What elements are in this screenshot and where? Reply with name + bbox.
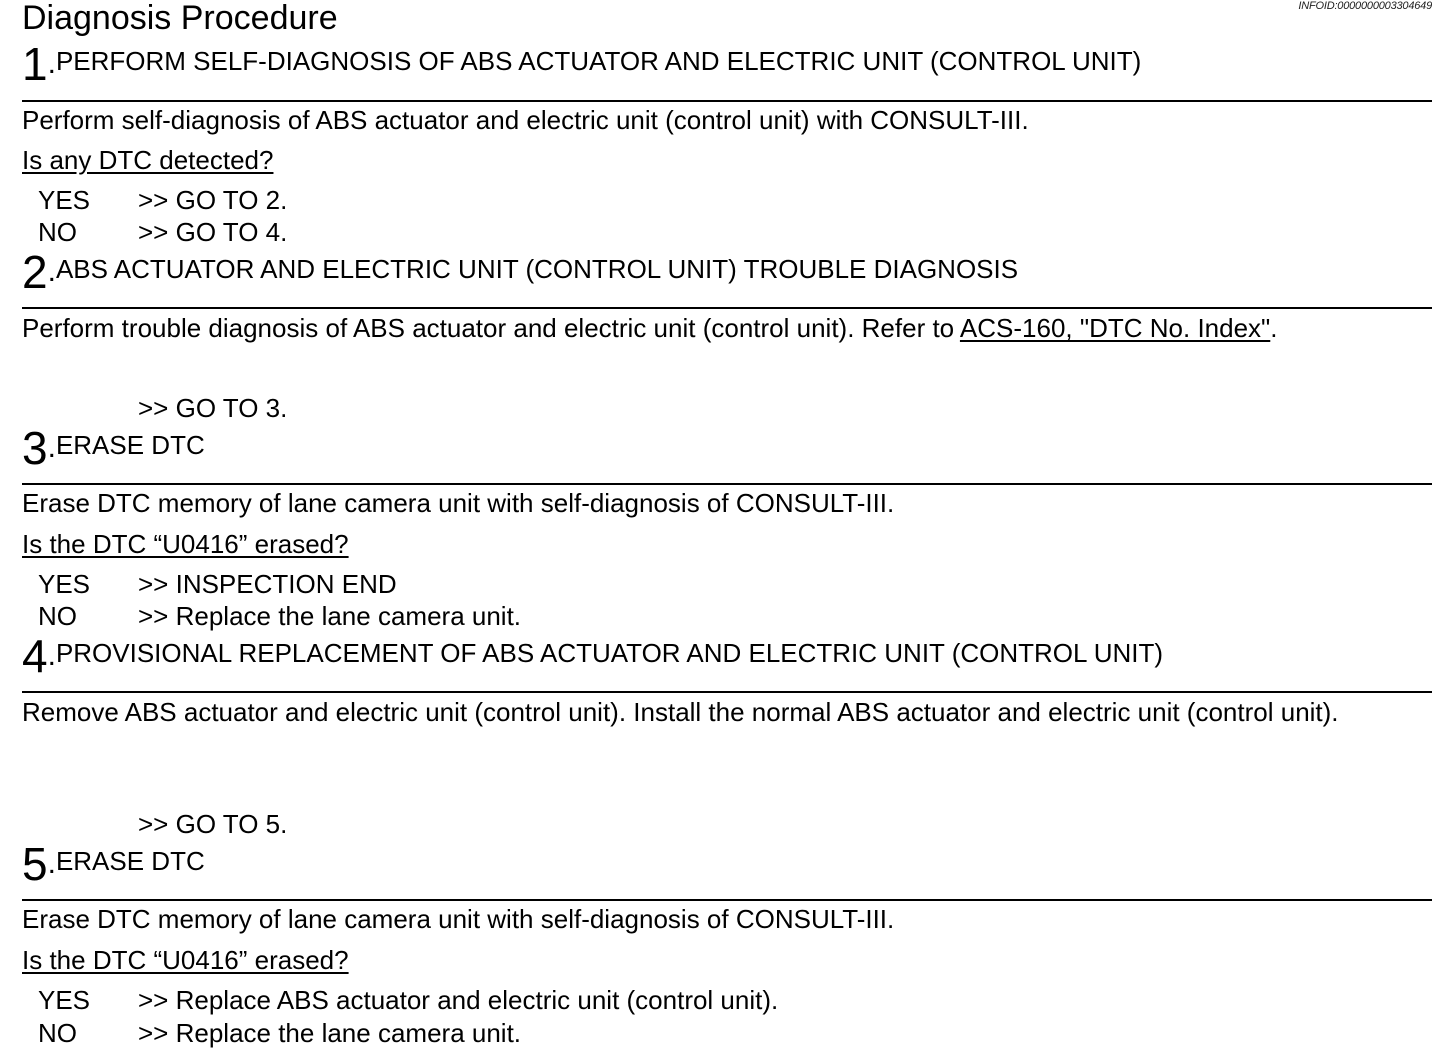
step-5-question: Is the DTC “U0416” erased?	[22, 945, 349, 975]
step-dot: .	[47, 47, 56, 80]
step-3-answer-yes-key: YES	[38, 569, 91, 599]
step-5-heading	[22, 840, 205, 888]
step-title: PERFORM SELF-DIAGNOSIS OF ABS ACTUATOR AND ELECTRIC UNIT (CONTROL UNIT)	[55, 46, 1142, 76]
step-3-instruction: Erase DTC memory of lane camera unit with self-diagnosis of CONSULT-III.	[22, 488, 895, 518]
step-5-answer-no-key: NO	[38, 1018, 77, 1048]
info-id: INFOID:0000000003304649	[1298, 0, 1432, 12]
step-title: ERASE DTC	[55, 430, 205, 460]
step-1-divider	[22, 100, 1432, 102]
step-number: 3	[22, 422, 48, 474]
step-2-heading	[22, 248, 1018, 296]
step-1-answer-no-key: NO	[38, 217, 77, 247]
step-4-instruction: Remove ABS actuator and electric unit (control unit). Install the normal ABS actuator and electric unit (control unit).	[22, 697, 1339, 727]
step-dot: .	[47, 255, 56, 288]
step-3-divider	[22, 483, 1432, 485]
step-title: ABS ACTUATOR AND ELECTRIC UNIT (CONTROL UNIT) TROUBLE DIAGNOSIS	[55, 254, 1019, 284]
step-5-answer-no-value: >> Replace the lane camera unit.	[138, 1018, 522, 1048]
step-3-question: Is the DTC “U0416” erased?	[22, 529, 349, 559]
step-number: 2	[22, 246, 48, 298]
step-number: 5	[22, 838, 48, 890]
step-3-heading	[22, 424, 205, 472]
step-3-answer-no-value: >> Replace the lane camera unit.	[138, 601, 522, 631]
step-1-answer-no-value: >> GO TO 4.	[138, 217, 288, 247]
step-2-divider	[22, 307, 1432, 309]
step-title: PROVISIONAL REPLACEMENT OF ABS ACTUATOR AND ELECTRIC UNIT (CONTROL UNIT)	[55, 638, 1164, 668]
step-number: 4	[22, 630, 48, 682]
step-1-question: Is any DTC detected?	[22, 145, 274, 175]
step-number: 1	[22, 38, 48, 90]
dtc-index-link[interactable]: ACS-160, "DTC No. Index"	[959, 313, 1271, 343]
step-5-instruction: Erase DTC memory of lane camera unit with self-diagnosis of CONSULT-III.	[22, 904, 895, 934]
step-1-heading	[22, 40, 1141, 88]
step-5-answer-yes-value: >> Replace ABS actuator and electric unit (control unit).	[138, 985, 779, 1015]
step-3-answer-no-key: NO	[38, 601, 77, 631]
step-3-answer-yes-value: >> INSPECTION END	[138, 569, 397, 599]
step-dot: .	[47, 847, 56, 880]
step-title: ERASE DTC	[55, 846, 205, 876]
step-1-instruction: Perform self-diagnosis of ABS actuator and electric unit (control unit) with CONSULT-III.	[22, 105, 1029, 135]
step-dot: .	[47, 639, 56, 672]
step-2-instruction	[22, 312, 1278, 344]
step-1-answer-yes-key: YES	[38, 185, 91, 215]
step-4-divider	[22, 691, 1432, 693]
step-5-answer-yes-key: YES	[38, 985, 91, 1015]
step-5-divider	[22, 899, 1432, 901]
step-2-text: Perform trouble diagnosis of ABS actuator and electric unit (control unit). Refer to	[22, 313, 960, 343]
step-4-heading	[22, 632, 1163, 680]
step-dot: .	[47, 431, 56, 464]
step-2-text-end: .	[1270, 313, 1278, 343]
step-1-answer-yes-value: >> GO TO 2.	[138, 185, 288, 215]
page-title: Diagnosis Procedure	[22, 0, 338, 37]
step-2-result: >> GO TO 3.	[138, 393, 288, 423]
step-4-result: >> GO TO 5.	[138, 809, 288, 839]
